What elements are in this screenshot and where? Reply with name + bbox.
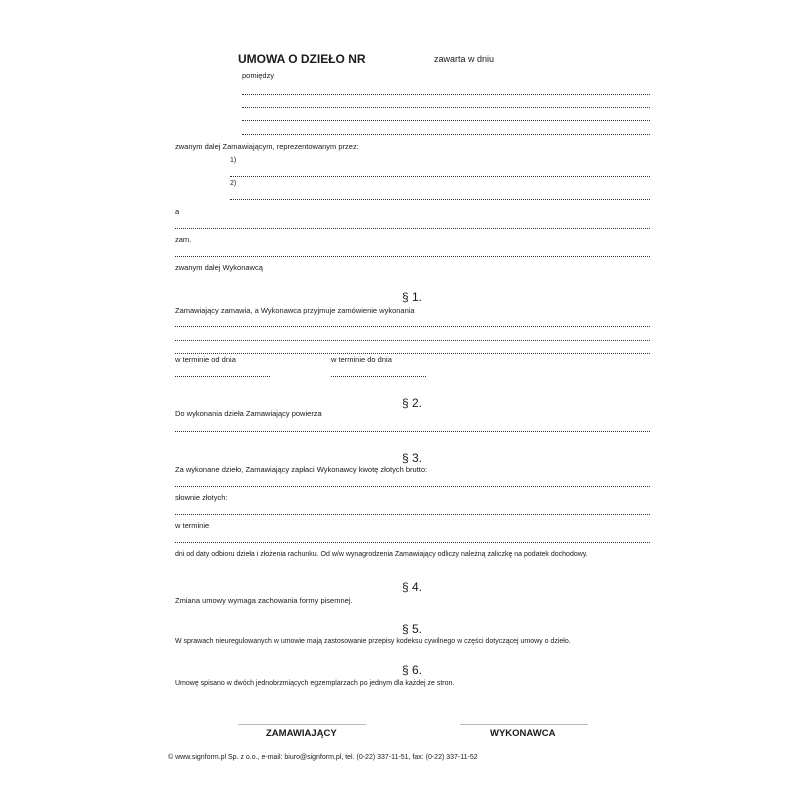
fill-line-work-2[interactable] — [175, 340, 650, 341]
amount-in-words-label: słownie złotych: — [175, 493, 228, 502]
section-3-text: Za wykonane dzieło, Zamawiający zapłaci Wykonawcy kwotę złotych brutto: — [175, 465, 428, 474]
section-2-heading: § 2. — [402, 396, 423, 410]
footer-copyright: © www.signform.pl Sp. z o.o., e-mail: biuro@signform.pl, tel. (0-22) 337-11-51, fax: (0-22) 337-11-52 — [168, 754, 478, 761]
fill-line-party-2[interactable] — [242, 107, 650, 108]
ordering-party-note: zwanym dalej Zamawiającym, reprezentowanym przez: — [175, 142, 359, 151]
concluded-on-label: zawarta w dniu — [434, 54, 495, 64]
representative-2-label: 2) — [230, 180, 237, 187]
fill-line-contractor[interactable] — [175, 228, 650, 229]
start-date-label: w terminie od dnia — [175, 355, 236, 364]
section-4-text: Zmiana umowy wymaga zachowania formy pisemnej. — [175, 596, 353, 605]
fill-line-representative-1[interactable] — [230, 176, 650, 177]
section-4-heading: § 4. — [402, 580, 423, 594]
section-3-after-text: dni od daty odbioru dzieła i złożenia rachunku. Od w/w wynagrodzenia Zamawiający odliczy należną zaliczkę na podatek dochodowy. — [175, 551, 588, 558]
payment-term-field[interactable] — [175, 542, 650, 543]
end-date-field[interactable] — [331, 376, 426, 377]
section-6-heading: § 6. — [402, 663, 423, 677]
section-1-text: Zamawiający zamawia, a Wykonawca przyjmuje zamówienie wykonania — [175, 306, 415, 315]
section-2-text: Do wykonania dzieła Zamawiający powierza — [175, 409, 322, 418]
payment-term-label: w terminie — [175, 521, 210, 530]
section-6-text: Umowę spisano w dwóch jednobrzmiących egzemplarzach po jednym dla każdej ze stron. — [175, 680, 455, 687]
fill-line-party-3[interactable] — [242, 120, 650, 121]
section-5-text: W sprawach nieuregulowanych w umowie mają zastosowanie przepisy kodeksu cywilnego w części dotyczącej umowy o dzieło. — [175, 638, 571, 645]
fill-line-representative-2[interactable] — [230, 199, 650, 200]
representative-1-label: 1) — [230, 157, 237, 164]
document-title: UMOWA O DZIEŁO NR — [238, 52, 366, 66]
ordering-party-signature-line[interactable] — [238, 724, 366, 725]
end-date-label: w terminie do dnia — [331, 355, 392, 364]
between-label: pomiędzy — [242, 71, 275, 80]
contractor-note: zwanym dalej Wykonawcą — [175, 263, 263, 272]
section-3-heading: § 3. — [402, 451, 423, 465]
residing-label: zam. — [175, 235, 192, 244]
fill-line-work-1[interactable] — [175, 326, 650, 327]
fill-line-party-1[interactable] — [242, 94, 650, 95]
ordering-party-signature-label: ZAMAWIAJĄCY — [266, 728, 337, 739]
amount-in-words-field[interactable] — [175, 514, 650, 515]
fill-line-party-4[interactable] — [242, 134, 650, 135]
start-date-field[interactable] — [175, 376, 270, 377]
contractor-signature-label: WYKONAWCA — [490, 728, 556, 739]
section-5-heading: § 5. — [402, 622, 423, 636]
section-1-heading: § 1. — [402, 290, 423, 304]
contractor-signature-line[interactable] — [460, 724, 588, 725]
amount-field[interactable] — [175, 486, 650, 487]
fill-line-materials[interactable] — [175, 431, 650, 432]
fill-line-work-3[interactable] — [175, 353, 650, 354]
fill-line-address[interactable] — [175, 256, 650, 257]
and-label: a — [175, 207, 180, 216]
